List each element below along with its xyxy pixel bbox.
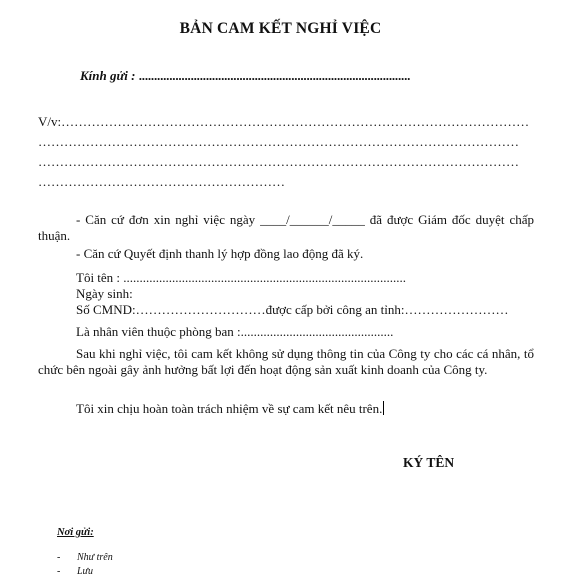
department-field-line: Là nhân viên thuộc phòng ban :............................................... (76, 324, 394, 339)
recipient-label: Kính gửi : (80, 68, 136, 83)
text-cursor (383, 401, 384, 415)
document-title: BẢN CAM KẾT NGHỈ VIỆC (179, 20, 382, 37)
commitment-paragraph (38, 346, 534, 378)
recipient-item-text: Lưu (77, 566, 94, 577)
subject-line: ………………………………………………………………………………………………… (38, 154, 519, 169)
recipient-item-text: Như trên (77, 552, 113, 563)
recipient-blank: ......................................................................................... (138, 68, 411, 83)
recipient-item (57, 566, 93, 577)
recipient-line (80, 68, 410, 84)
subject-line: ………………………………………………… (38, 174, 285, 189)
responsibility-line[interactable] (76, 401, 384, 417)
recipients-label: Nơi gửi: (57, 527, 94, 538)
subject-line: V/v:……………………………………………………………………………………………… (38, 114, 530, 129)
subject-line: ………………………………………………………………………………………………… (38, 134, 519, 149)
list-bullet: - (57, 552, 61, 563)
signature-heading: KÝ TÊN (403, 455, 455, 470)
list-bullet: - (57, 566, 61, 577)
basis-paragraph-1 (38, 212, 534, 244)
responsibility-text: Tôi xin chịu hoàn toàn trách nhiệm về sự cam kết nêu trên. (76, 401, 383, 416)
commitment-text: Sau khi nghỉ việc, tôi cam kết không sử dụng thông tin của Công ty cho các cá nhân, tổ chức bên ngoài gây ảnh hưởng bất lợi đến hoạt động sản xuất kinh doanh của Công ty. (38, 346, 534, 377)
basis-text-1: - Căn cứ đơn xin nghỉ việc ngày ____/______/_____ đã được Giám đốc duyệt chấp thuận. (38, 212, 534, 243)
birthdate-field-line: Ngày sinh: (76, 286, 133, 301)
basis-paragraph-2: - Căn cứ Quyết định thanh lý hợp đồng lao động đã ký. (76, 246, 364, 261)
name-field-line: Tôi tên : ....................................................................................... (76, 270, 407, 285)
id-card-field-line: Số CMND:…………………………được cấp bởi công an tỉnh:…………………… (76, 302, 509, 317)
recipient-item (57, 552, 113, 563)
